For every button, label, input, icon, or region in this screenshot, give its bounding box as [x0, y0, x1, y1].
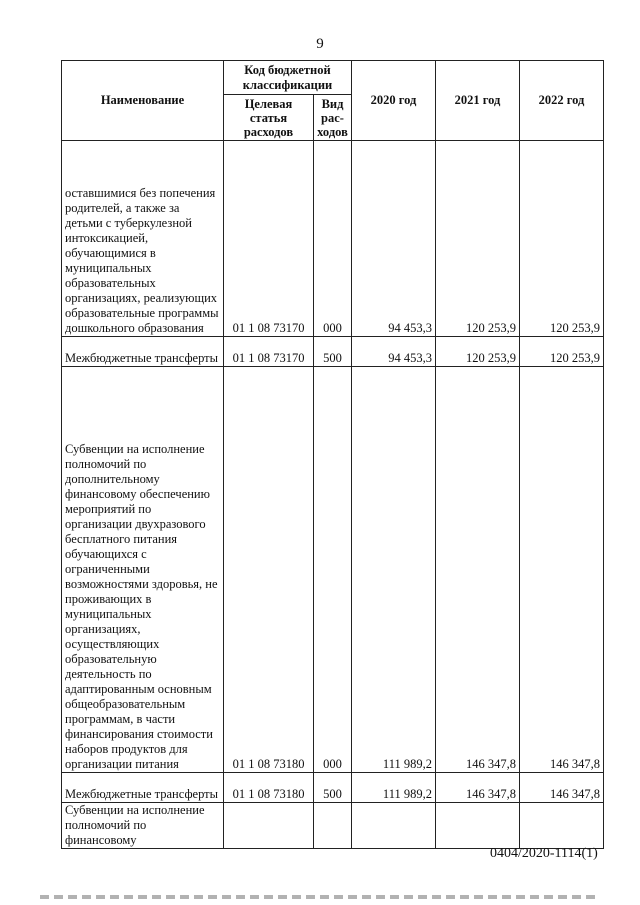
header-year-2022: 2022 год — [520, 61, 604, 141]
table-row — [62, 337, 604, 367]
header-target-article: Целевая статья расходов — [224, 95, 314, 141]
table-header-row — [62, 61, 604, 95]
row-type: 500 — [314, 337, 352, 367]
row-code: 01 1 08 73180 — [224, 367, 314, 773]
row-value-2020: 111 989,2 — [352, 773, 436, 803]
row-value-2020: 111 989,2 — [352, 367, 436, 773]
row-code — [224, 803, 314, 849]
budget-table — [61, 60, 604, 849]
row-type — [314, 803, 352, 849]
table-row — [62, 803, 604, 849]
header-year-2021: 2021 год — [436, 61, 520, 141]
row-value-2022 — [520, 803, 604, 849]
row-type: 000 — [314, 367, 352, 773]
row-code: 01 1 08 73180 — [224, 773, 314, 803]
row-name: Субвенции на исполнение полномочий по финансовому — [62, 803, 224, 849]
row-value-2021: 120 253,9 — [436, 337, 520, 367]
table-row — [62, 367, 604, 773]
header-budget-code-group: Код бюджетной классификации — [224, 61, 352, 95]
row-name: Субвенции на исполнение полномочий по дополнительному финансовому обеспечению мероприятий по организации двухразового бесплатного питания обучающихся с ограниченными возможностями здоровья, не проживающих в муниципальных организациях, осуществляющих образовательную деятельность по адаптированным основным общеобразовательным программам, в части финансирования стоимости наборов продуктов для организации питания — [62, 367, 224, 773]
header-year-2020: 2020 год — [352, 61, 436, 141]
scan-artifact-strip — [40, 895, 600, 899]
header-expense-type: Вид рас-ходов — [314, 95, 352, 141]
row-value-2022: 146 347,8 — [520, 773, 604, 803]
row-code: 01 1 08 73170 — [224, 337, 314, 367]
row-value-2021: 146 347,8 — [436, 773, 520, 803]
row-value-2021: 146 347,8 — [436, 367, 520, 773]
page-number: 9 — [316, 36, 324, 52]
row-name: оставшимися без попечения родителей, а также за детьми с туберкулезной интоксикацией, обучающимися в муниципальных образовательных организациях, реализующих образовательные программы дошкольного образования — [62, 141, 224, 337]
row-type: 000 — [314, 141, 352, 337]
row-value-2020: 94 453,3 — [352, 337, 436, 367]
header-name: Наименование — [62, 61, 224, 141]
table-row — [62, 141, 604, 337]
row-value-2022: 120 253,9 — [520, 337, 604, 367]
row-value-2021 — [436, 803, 520, 849]
row-value-2020 — [352, 803, 436, 849]
row-name: Межбюджетные трансферты — [62, 773, 224, 803]
row-value-2022: 120 253,9 — [520, 141, 604, 337]
document-code: 0404/2020-1114(1) — [490, 846, 598, 861]
row-name: Межбюджетные трансферты — [62, 337, 224, 367]
row-code: 01 1 08 73170 — [224, 141, 314, 337]
row-type: 500 — [314, 773, 352, 803]
row-value-2021: 120 253,9 — [436, 141, 520, 337]
row-value-2022: 146 347,8 — [520, 367, 604, 773]
table-row — [62, 773, 604, 803]
row-value-2020: 94 453,3 — [352, 141, 436, 337]
